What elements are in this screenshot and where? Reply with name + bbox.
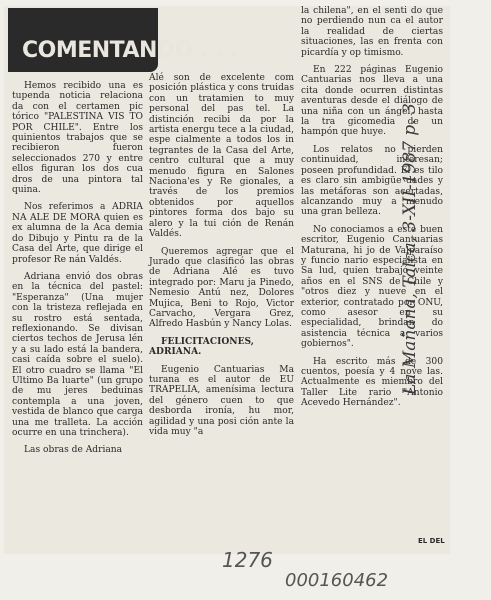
- column-title: COMENTANDO . . .: [22, 38, 238, 63]
- handwritten-source-note: La Mañana, Talca, 3-XII-1987 p. 3: [400, 103, 420, 395]
- paragraph: Eugenio Cantuarias Ma turana es el autor de EU TRAPELIA, amenísima lectura del género cuen to que desborda ironía, hu mor, agilidad y una posi ción ante la vida muy "a: [149, 364, 294, 437]
- paragraph: En 222 páginas Eugenio Cantuarias nos lleva a una cita donde ocurren distintas aventuras desde el diálogo de una niña con un ángel, hasta la tra gicomedia de un hampón que huye.: [301, 65, 443, 138]
- text-column-2: [149, 73, 294, 546]
- paragraph: Los relatos no pierden continuidad, interesan; poseen profundidad. El es tilo es claro sin ambigüe dades y las metáforas son acertadas, alcanzando muy a menudo una gran belleza.: [301, 144, 443, 218]
- paragraph-highlight: FELICITACIONES, ADRIANA.: [149, 335, 254, 358]
- column-header: [8, 8, 238, 72]
- author-signature: EL DEL: [418, 537, 445, 545]
- paragraph: Ha escrito más de 300 cuentos, poesía y 4 nove las. Actualmente es miembro del Taller Lite rario "Antonio Acevedo Hernández".: [301, 356, 443, 409]
- text-column-3: [301, 6, 443, 546]
- paragraph: Nos referimos a ADRIA NA ALE DE MORA quien es ex alumna de la Aca demia do Dibujo y Pintu ra de la Casa del Arte, que dirige el profesor Re nán Valdés.: [12, 202, 143, 265]
- paragraph: Adriana envió dos obras en la técnica del pastel: "Esperanza" (Una mujer con la tristeza reflejada en su rostro está sentada, reflexionando. Se divisan ciertos techos de Jerusa lén y a su lado está la bandera, casi caída sobre el suelo). El otro cuadro se llama "El Ultimo Ba luarte" (un grupo de mu jeres beduinas contempla a una joven, vestida de blanco que carga una me tralleta. La acción ocurre en una trinchera).: [12, 271, 143, 438]
- handwritten-number: 1276: [222, 548, 273, 572]
- paragraph: Queremos agregar que el Jurado que clasificó las obras de Adriana Alé es tuvo integrado por: Maru ja Pinedo, Nemesio Antú nez, Dolores Mujica, Beni to Rojo, Victor Carvacho, Vergara Grez, Alfredo Hasbún y Nancy Lolas.: [149, 246, 294, 330]
- text-column-1: [12, 81, 143, 546]
- paragraph: No conociamos a este buen escritor, Eugenio Cantuarias Maturana, hi jo de Valparaíso y funcio nario especialista en Sa lud, quien trabajó veinte años en el SNS de Chile y "otros diez y nueve en el exterior, contratado por ONU, como asesor en su especialidad, brindan do asistencia técnica a varios gobiernos".: [301, 224, 443, 350]
- archive-code: 000160462: [285, 570, 389, 591]
- paragraph: la chilena", en el senti do que no perdiendo nun ca el autor la realidad de ciertas situaciones, las en frenta con picardía y op timismo.: [301, 6, 443, 58]
- paragraph: Las obras de Adriana: [24, 445, 123, 456]
- paragraph: Alé son de excelente com posición plástica y cons truidas con un tratamien to muy personal del pas tel. La distinción recibi da por la artista energu tece a la ciudad, espe cialmente a todos los in tegrantes de la Casa del Arte, centro cultural que a muy menudo figura en Salones Naciona'es y Re gionales, a través de los premios obtenidos por aquellos pintores forma dos bajo su alero y la tui ción de Renán Valdés.: [149, 73, 294, 240]
- paragraph: Hemos recibido una es tupenda noticia relaciona da con el certamen pic tórico "PALESTINA VIS TO POR CHILE". Entre los quinientos trabajos que se recibieron fueron seleccionados 270 y entre ellos figuran los dos cua dros de una pintora tal quina.: [12, 81, 143, 196]
